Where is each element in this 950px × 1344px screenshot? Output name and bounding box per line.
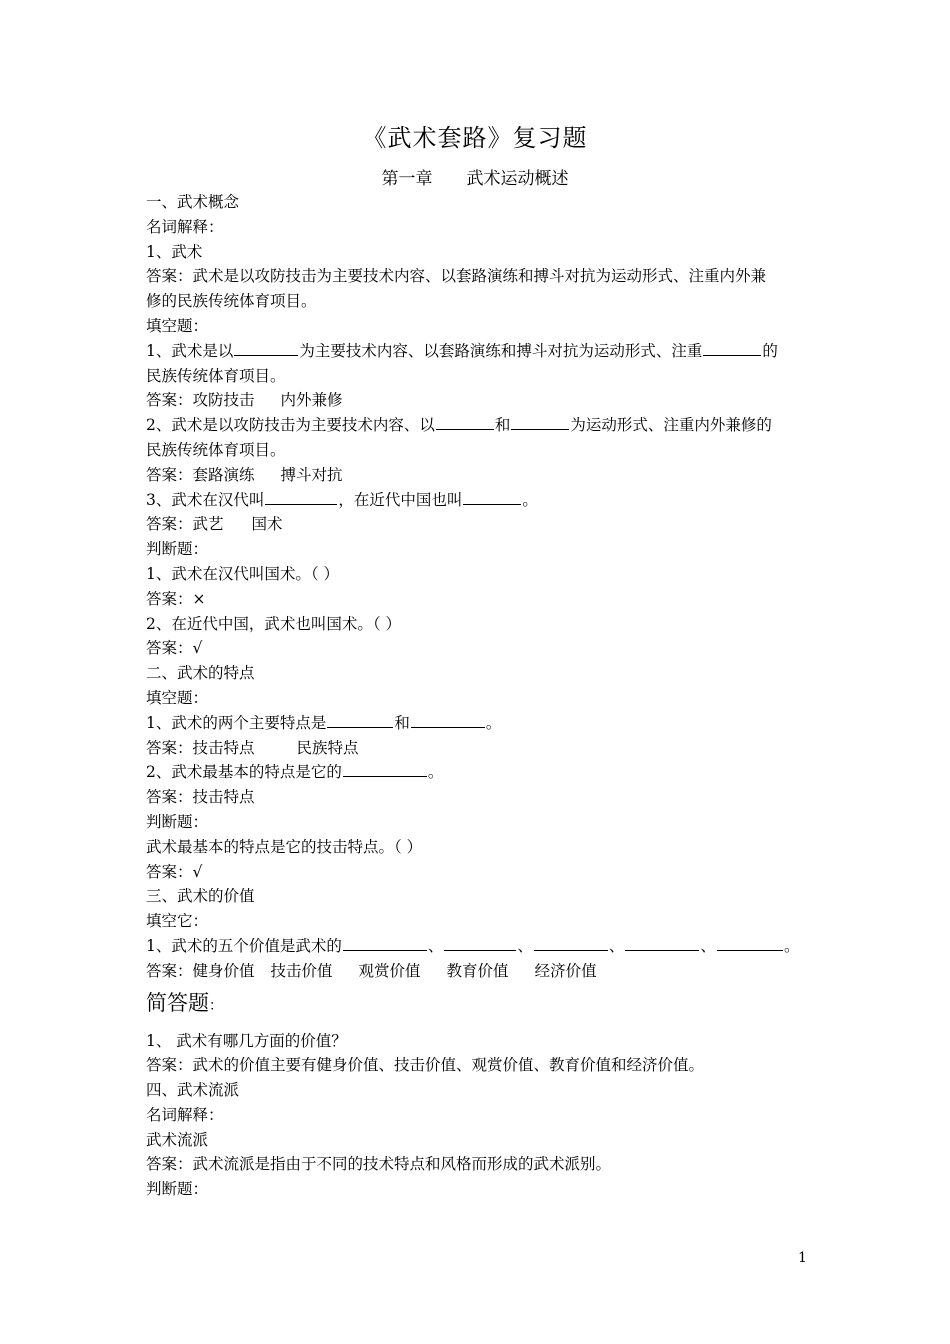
fill-question-cont: 民族传统体育项目。	[146, 366, 286, 385]
question-type-label: 判断题：	[146, 812, 209, 831]
fill-blank	[411, 711, 485, 728]
judge-question: 1、武术在汉代叫国术。（ ）	[146, 564, 340, 583]
fill-blank	[343, 934, 427, 951]
fill-blank	[343, 760, 427, 777]
judge-question: 武术最基本的特点是它的技击特点。（ ）	[146, 837, 423, 856]
answer-line: 答案：武艺 国术	[146, 515, 283, 534]
fill-blank	[625, 934, 699, 951]
document-title: 《武术套路》复习题	[362, 124, 588, 152]
fill-blank	[436, 413, 494, 430]
short-question: 1、 武术有哪几方面的价值？	[146, 1031, 347, 1050]
answer-line: 答案：√	[146, 639, 203, 658]
fill-blank	[534, 934, 608, 951]
answer-line: 答案：武术的价值主要有健身价值、技击价值、观赏价值、教育价值和经济价值。	[146, 1056, 705, 1075]
fill-blank	[717, 934, 783, 951]
question-type-label: 判断题：	[146, 1180, 209, 1199]
document-body	[146, 190, 808, 1202]
fill-question: 2、武术最基本的特点是它的 。	[146, 760, 808, 785]
section-heading: 三、武术的价值	[146, 887, 255, 906]
answer-line: 修的民族传统体育项目。	[146, 292, 317, 311]
term-question: 武术流派	[146, 1130, 209, 1149]
answer-line: 答案：武术流派是指由于不同的技术特点和风格而形成的武术派别。	[146, 1155, 612, 1174]
chapter-heading	[0, 164, 950, 189]
answer-line: 答案：武术是以攻防技击为主要技术内容、以套路演练和搏斗对抗为运动形式、注重内外兼	[146, 267, 767, 286]
fill-question: 1、武术的两个主要特点是 和 。	[146, 711, 808, 736]
section-heading: 四、武术流派	[146, 1081, 240, 1100]
fill-blank	[327, 711, 393, 728]
chapter-name: 武术运动概述	[466, 169, 569, 189]
fill-blank	[444, 934, 516, 951]
fill-question: 1、武术是以 为主要技术内容、以套路演练和搏斗对抗为运动形式、注重 的	[146, 339, 808, 364]
question-type-label: 填空题：	[146, 316, 209, 335]
question-type-label: 名词解释：	[146, 217, 224, 236]
fill-question: 3、武术在汉代叫 ，在近代中国也叫 。	[146, 488, 808, 513]
judge-question: 2、在近代中国，武术也叫国术。（ ）	[146, 614, 402, 633]
term-question: 1、武术	[146, 242, 203, 261]
fill-question-cont: 民族传统体育项目。	[146, 440, 286, 459]
section-heading: 二、武术的特点	[146, 664, 255, 683]
fill-question: 1、武术的五个价值是武术的 、 、 、 、 。	[146, 934, 808, 959]
fill-blank	[511, 413, 569, 430]
answer-line: 答案：攻防技击 内外兼修	[146, 391, 343, 410]
section-heading: 一、武术概念	[146, 193, 240, 211]
question-type-label: 判断题：	[146, 540, 209, 559]
question-type-label: 填空题：	[146, 688, 209, 707]
answer-line: 答案：健身价值 技击价值 观赏价值 教育价值 经济价值	[146, 961, 597, 980]
answer-line: 答案：×	[146, 589, 206, 608]
fill-blank	[703, 339, 761, 356]
answer-line: 答案：技击特点 民族特点	[146, 738, 359, 757]
fill-blank	[234, 339, 298, 356]
question-type-label: 名词解释：	[146, 1105, 224, 1124]
fill-blank	[265, 488, 337, 505]
answer-line: 答案：套路演练 搏斗对抗	[146, 465, 343, 484]
answer-line: 答案：√	[146, 862, 203, 881]
fill-blank	[463, 488, 521, 505]
chapter-number: 第一章	[381, 169, 433, 189]
short-answer-heading: 简答题：	[146, 990, 223, 1015]
answer-line: 答案：技击特点	[146, 788, 255, 807]
fill-question: 2、武术是以攻防技击为主要技术内容、以 和 为运动形式、注重内外兼修的	[146, 413, 808, 438]
question-type-label: 填空它：	[146, 912, 209, 931]
page-number: 1	[798, 1250, 807, 1266]
